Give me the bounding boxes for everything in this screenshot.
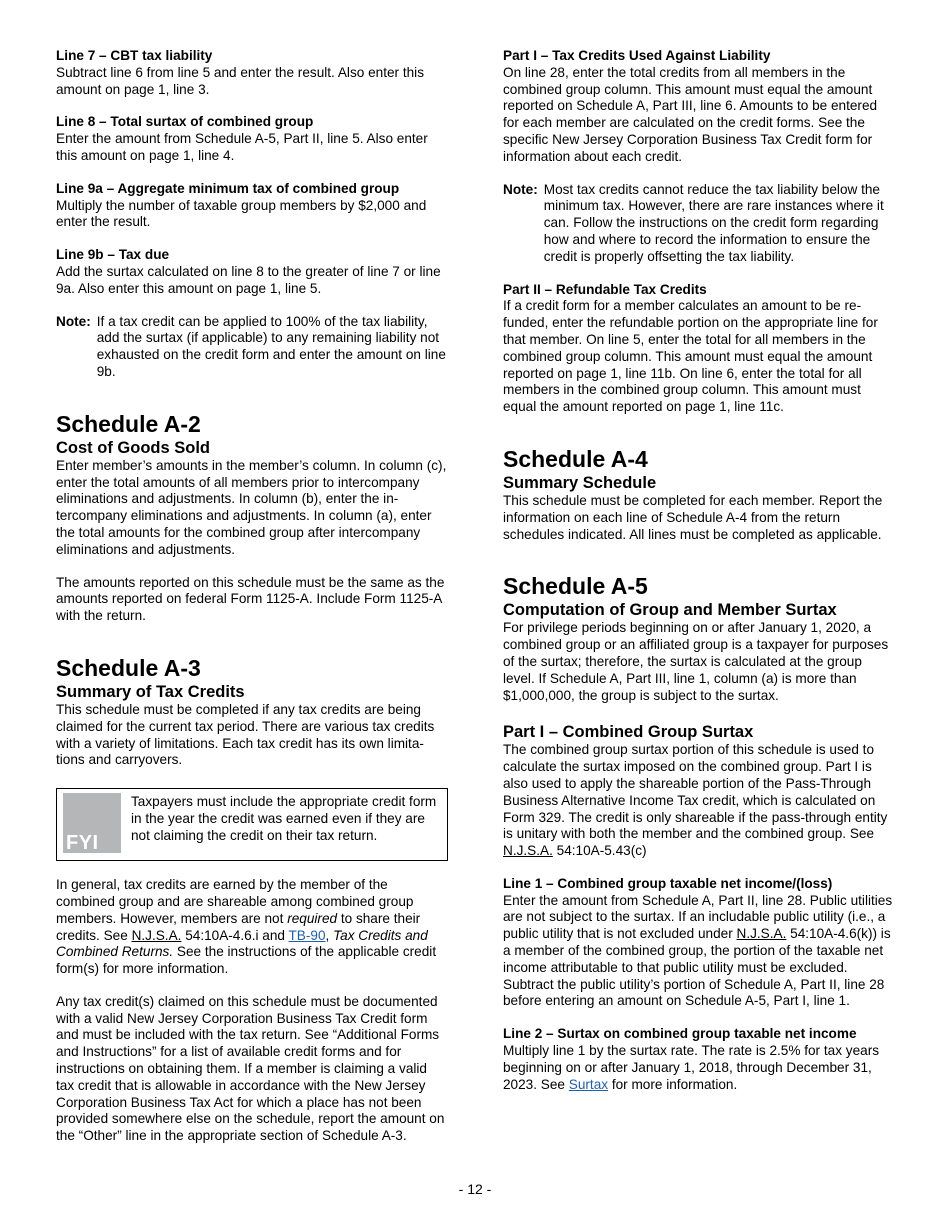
njsa-reference: N.J.S.A. — [503, 843, 553, 859]
fyi-icon — [63, 793, 121, 853]
text-segment: 54:10A-4.6(k)) is a member of the combined group, the portion of the taxable net income attributable to that public utility must be excluded. Subtract the public utility’s portion of Schedule A, Part II, line 28 before entering an amount on Schedule A-5, Part I, line 1. — [503, 926, 891, 1009]
line7-text: Subtract line 6 from line 5 and enter the result. Also enter this amount on page 1, line 3. — [56, 64, 424, 97]
combined-group-surtax-paragraph — [503, 742, 895, 860]
schedule-a2-subtitle: Cost of Goods Sold — [56, 438, 210, 457]
part1-heading: Part I – Tax Credits Used Against Liability — [503, 48, 771, 63]
text-segment: 54:10A-5.43(c) — [552, 843, 647, 859]
line1-text — [503, 893, 895, 1011]
schedule-a2-title: Schedule A-2 — [56, 410, 201, 437]
text-emphasis: required — [287, 910, 338, 926]
note-label: Note: — [503, 181, 538, 197]
surtax-link[interactable]: Surtax — [568, 1076, 609, 1092]
schedule-a5-title: Schedule A-5 — [503, 573, 648, 600]
text-segment: The combined group surtax portion of this schedule is used to calculate the surtax imposed on the combined group. Part I is also used to apply the shareable portion of the Pass-Through Business Alternative Income Tax credit, which is calculated on Form 329. The credit is only shareable if the pass-through entity is unitary with both the member and the combined group. See — [503, 742, 888, 842]
line9a-heading: Line 9a – Aggregate minimum tax of combined group — [56, 180, 400, 196]
njsa-reference: N.J.S.A. — [736, 926, 787, 942]
schedule-a2-paragraph: Enter member’s amounts in the member’s column. In column (c), enter the total amounts of all members prior to intercompany eliminations and adjustments. In column (b), enter the intercompany eliminations and adjustments. In column (a), enter the total amounts for the combined group after intercompany eliminations and adjustments. — [56, 457, 447, 557]
note-label: Note: — [56, 313, 91, 329]
line9b-heading: Line 9b – Tax due — [56, 247, 170, 263]
line8-text: Enter the amount from Schedule A-5, Part II, line 5. Also enter this amount on page 1, line 4. — [56, 131, 428, 163]
schedule-a2-paragraph: The amounts reported on this schedule must be the same as the amounts reported on federal Form 1125-A. Include Form 1125-A with the return. — [56, 574, 445, 624]
note-text: Most tax credits cannot reduce the tax liability below the minimum tax. However, there are rare instances where it can. Follow the instructions on the credit form regarding how and where to record the information to ensure the credit is properly offsetting the tax liability. — [543, 181, 884, 264]
part2-heading: Part II – Refundable Tax Credits — [503, 281, 707, 297]
line9a-text: Multiply the number of taxable group members by $2,000 and enter the result. — [56, 197, 427, 230]
tb-90-link[interactable]: TB-90 — [288, 927, 326, 943]
line2-text — [503, 1043, 895, 1093]
publication-title: Tax Credits and Combined Returns. — [56, 927, 428, 960]
left-column — [56, 48, 448, 1145]
schedule-a3-paragraph: Any tax credit(s) claimed on this schedule must be documented with a valid New Jersey Corporation Business Tax Credit form and must be included with the tax return. See “Additional Forms and Instructions” for a list of available credit forms and for instructions on obtaining them. If a member is claiming a valid tax credit that is allowable in accordance with the New Jersey Corporation Business Tax Act for which a place has not been provided somewhere else on the schedule, report the amount on the “Other” line in the appropriate section of Schedule A-3. — [56, 993, 445, 1144]
schedule-a5-subtitle: Computation of Group and Member Surtax — [503, 601, 837, 620]
part2-text: If a credit form for a member calculates an amount to be refunded, enter the refundable portion on the appropriate line for that member. On line 5, enter the total for all members in the combined group column. This amount must equal the amount reported on page 1, line 11b. On line 6, enter the total for all members in the combined group column. This amount must equal the amount reported on page 1, line 11c. — [503, 298, 878, 415]
schedule-a3-paragraph — [56, 877, 448, 978]
fyi-icon-label: FYI — [66, 832, 99, 855]
text-segment: Enter the amount from Schedule A, Part II, line 28. Public utilities are not subject to the surtax. If an includable public utility (i.e., a public utility that is not excluded under — [503, 892, 893, 942]
text-segment: See the instructions of the applicable credit form(s) for more information. — [56, 944, 437, 977]
text-segment: 54:10A-4.6.i and — [181, 927, 289, 943]
right-column — [503, 48, 895, 1093]
fyi-text: Taxpayers must include the appropriate credit form in the year the credit was earned even if they are not claiming the credit on their tax return. — [131, 794, 437, 843]
text-segment: to share their credits. See — [56, 910, 421, 943]
text-segment: In general, tax credits are earned by the member of the combined group and are shareable among combined group members. However, members are not — [56, 877, 414, 926]
text-segment: , — [325, 927, 334, 943]
schedule-a4-subtitle: Summary Schedule — [503, 473, 657, 492]
schedule-a4-title: Schedule A-4 — [503, 445, 648, 472]
schedule-a3-subtitle: Summary of Tax Credits — [56, 682, 245, 701]
schedule-a5-paragraph: For privilege periods beginning on or after January 1, 2020, a combined group or an affiliated group is a taxpayer for purposes of the surtax; therefore, the surtax is calculated at the group level. If Schedule A, Part III, line 1, column (a) is more than $1,000,000, the group is subject to the surtax. — [503, 620, 889, 703]
text-segment: for more information. — [608, 1076, 738, 1092]
text-segment: Multiply line 1 by the surtax rate. The rate is 2.5% for tax years beginning on or after January 1, 2018, through December 31, 2023. See — [503, 1043, 880, 1092]
schedule-a4-paragraph: This schedule must be completed for each member. Report the information on each line of Schedule A-4 from the return schedules indicated. All lines must be completed as applicable. — [503, 492, 883, 542]
part1-text: On line 28, enter the total credits from all members in the combined group column. This amount must equal the amount reported on Schedule A, Part III, line 6. Amounts to be entered for each member are calculated on the credit forms. See the specific New Jersey Corporation Business Tax Credit form for information about each credit. — [503, 64, 878, 164]
line2-heading: Line 2 – Surtax on combined group taxable net income — [503, 1026, 857, 1042]
njsa-reference: N.J.S.A. — [131, 927, 182, 943]
page-number: - 12 - — [458, 1181, 492, 1197]
line9b-text: Add the surtax calculated on line 8 to the greater of line 7 or line 9a. Also enter this amount on page 1, line 5. — [56, 263, 441, 296]
fyi-callout — [56, 788, 448, 861]
line1-heading: Line 1 – Combined group taxable net income/(loss) — [503, 875, 833, 891]
line7-heading: Line 7 – CBT tax liability — [56, 48, 213, 63]
note-text: If a tax credit can be applied to 100% of the tax liability, add the surtax (if applicable) to any remaining liability not exhausted on the credit form and enter the amount on line 9b. — [96, 313, 446, 379]
note-minimum-tax — [503, 182, 895, 266]
schedule-a3-title: Schedule A-3 — [56, 654, 201, 681]
combined-group-surtax-heading: Part I – Combined Group Surtax — [503, 723, 754, 742]
note-tax-credit — [56, 314, 448, 381]
line8-heading: Line 8 – Total surtax of combined group — [56, 114, 314, 130]
schedule-a3-paragraph: This schedule must be completed if any tax credits are being claimed for the current tax period. There are various tax credits with a variety of limitations. Each tax credit has its own limitations and carryovers. — [56, 701, 435, 768]
